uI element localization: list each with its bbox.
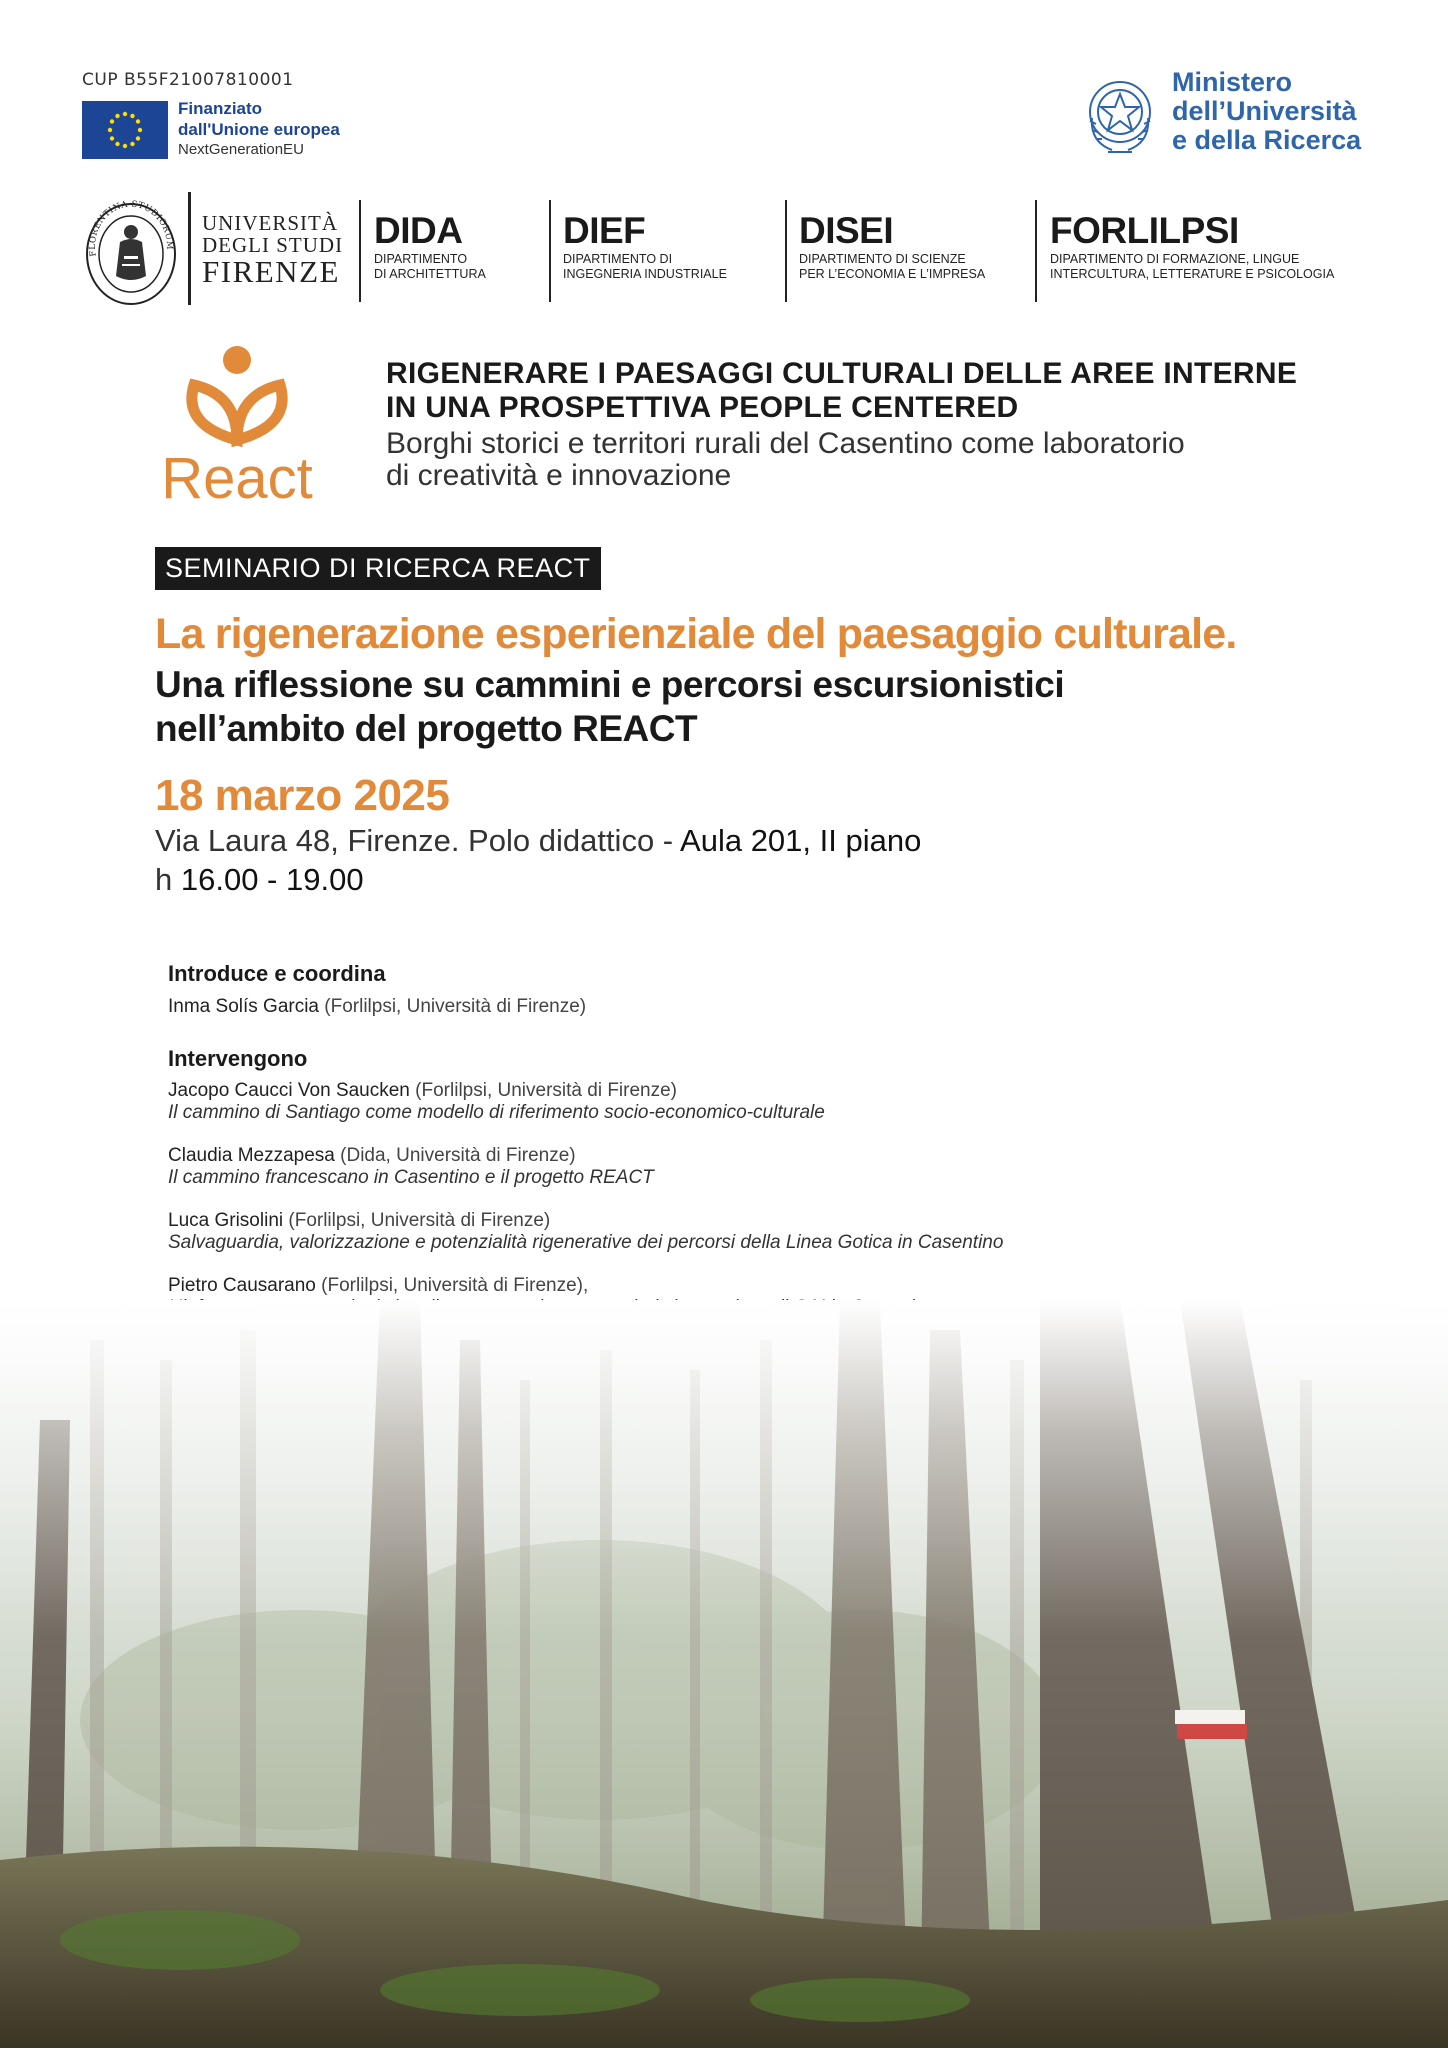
event-hours — [155, 862, 364, 898]
dept-name: DISEI — [799, 210, 894, 251]
unifi-wordmark — [202, 212, 343, 289]
ministry-name — [1172, 68, 1361, 155]
person-name: Jacopo Caucci Von Saucken — [168, 1080, 410, 1101]
person-affiliation: (Forlilpsi, Università di Firenze) — [319, 996, 587, 1017]
person-affiliation: (Forlilpsi, Università di Firenze) — [409, 1080, 678, 1101]
speakers-heading: Intervengono — [168, 1046, 308, 1071]
eu-line-1: Finanziato — [178, 99, 263, 118]
project-title-line-1: RIGENERARE I PAESAGGI CULTURALI DELLE AREE INTERNE — [386, 357, 1298, 390]
intro-heading: Introduce e coordina — [168, 961, 386, 986]
hours-range: 16.00 - 19.00 — [180, 862, 364, 897]
italian-republic-emblem-icon — [1082, 72, 1158, 158]
seminar-subtitle-line-1: Una riflessione su cammini e percorsi escursionistici — [155, 664, 1065, 705]
eu-line-3: NextGenerationEU — [178, 140, 304, 158]
person-affiliation: (Forlilpsi, Università di Firenze), — [315, 1275, 589, 1296]
speaker-item — [168, 1080, 825, 1124]
dept-divider — [1035, 200, 1037, 302]
unifi-line-3: FIRENZE — [202, 254, 340, 290]
react-logo-text: React — [161, 446, 313, 505]
dept-name: FORLILPSI — [1050, 210, 1239, 251]
dept-divider — [785, 200, 787, 302]
unifi-line-1: UNIVERSITÀ — [202, 211, 338, 235]
speaker-line — [168, 1080, 825, 1102]
eu-flag-logo — [82, 101, 168, 159]
seminar-subtitle-line-2: nell’ambito del progetto REACT — [155, 707, 698, 749]
dept-desc-line-1: DIPARTIMENTO DI FORMAZIONE, LINGUE — [1050, 252, 1300, 266]
ministry-line-1: Ministero — [1172, 67, 1293, 97]
venue-address: Via Laura 48, Firenze. Polo didattico - — [155, 823, 681, 858]
seminar-badge: SEMINARIO DI RICERCA REACT — [155, 547, 601, 590]
project-subtitle-line-2: di creatività e innovazione — [386, 458, 732, 492]
eu-stars-icon — [82, 101, 168, 159]
dept-divider — [549, 200, 551, 302]
person-name: Luca Grisolini — [168, 1210, 284, 1231]
event-venue — [155, 823, 921, 859]
dept-divider — [359, 200, 361, 302]
project-subtitle — [386, 428, 1185, 491]
project-title-line-2: IN UNA PROSPETTIVA PEOPLE CENTERED — [386, 390, 1019, 424]
project-subtitle-line-1: Borghi storici e territori rurali del Casentino come laboratorio — [386, 427, 1185, 460]
talk-title: Il cammino francescano in Casentino e il progetto REACT — [168, 1167, 654, 1188]
dept-desc-line-2: INTERCULTURA, LETTERATURE E PSICOLOGIA — [1050, 266, 1335, 281]
seminar-title: La rigenerazione esperienziale del paesaggio culturale. — [155, 610, 1237, 658]
venue-room: Aula 201, II piano — [680, 823, 922, 858]
coordinator — [168, 996, 586, 1018]
talk-title: Salvaguardia, valorizzazione e potenzialità rigenerative dei percorsi della Linea Gotica in Casentino — [168, 1232, 1004, 1253]
unifi-seal-logo — [82, 196, 180, 308]
event-date: 18 marzo 2025 — [155, 771, 450, 820]
speaker-line — [168, 1145, 654, 1167]
hours-prefix: h — [155, 862, 181, 897]
unifi-divider — [188, 192, 191, 305]
person-name: Pietro Causarano — [168, 1275, 316, 1296]
speaker-item — [168, 1210, 1003, 1254]
speaker-item — [168, 1145, 654, 1189]
forest-photo — [0, 1300, 1448, 2048]
dept-desc-line-2: PER L’ECONOMIA E L’IMPRESA — [799, 266, 986, 281]
seminar-subtitle — [155, 663, 1064, 750]
ministry-line-3: e della Ricerca — [1172, 124, 1362, 155]
person-name: Claudia Mezzapesa — [168, 1145, 335, 1166]
eu-line-2: dall'Unione europea — [178, 120, 340, 140]
dept-name: DIDA — [374, 210, 463, 251]
person-name: Inma Solís Garcia — [168, 996, 319, 1017]
dept-dief — [563, 210, 727, 282]
react-logo — [152, 340, 322, 505]
dept-desc-line-2: INGEGNERIA INDUSTRIALE — [563, 266, 727, 281]
unifi-line-2: DEGLI STUDI — [202, 233, 344, 258]
speaker-line — [168, 1210, 1003, 1232]
person-affiliation: (Dida, Università di Firenze) — [334, 1145, 576, 1166]
dept-desc-line-1: DIPARTIMENTO DI — [563, 252, 673, 266]
speaker-line — [168, 1275, 936, 1297]
dept-name: DIEF — [563, 210, 646, 251]
project-title — [386, 357, 1297, 424]
dept-desc-line-1: DIPARTIMENTO DI SCIENZE — [799, 252, 966, 266]
talk-title: Il cammino di Santiago come modello di riferimento socio-economico-culturale — [168, 1102, 825, 1123]
eu-funding-text — [178, 98, 340, 159]
react-logo-dot-icon — [223, 346, 251, 374]
person-affiliation: (Forlilpsi, Università di Firenze) — [283, 1210, 551, 1231]
dept-forlilpsi — [1050, 210, 1334, 282]
dept-desc-line-2: DI ARCHITETTURA — [374, 266, 486, 281]
dept-dida — [374, 210, 486, 282]
dept-disei — [799, 210, 985, 282]
ministry-line-2: dell’Università — [1172, 95, 1357, 126]
dept-desc-line-1: DIPARTIMENTO — [374, 252, 468, 266]
react-logo-leaves-icon — [192, 385, 282, 440]
seal-text: FLORENTINA STUDIORUM — [87, 199, 175, 258]
cup-code: CUP B55F21007810001 — [82, 70, 294, 90]
